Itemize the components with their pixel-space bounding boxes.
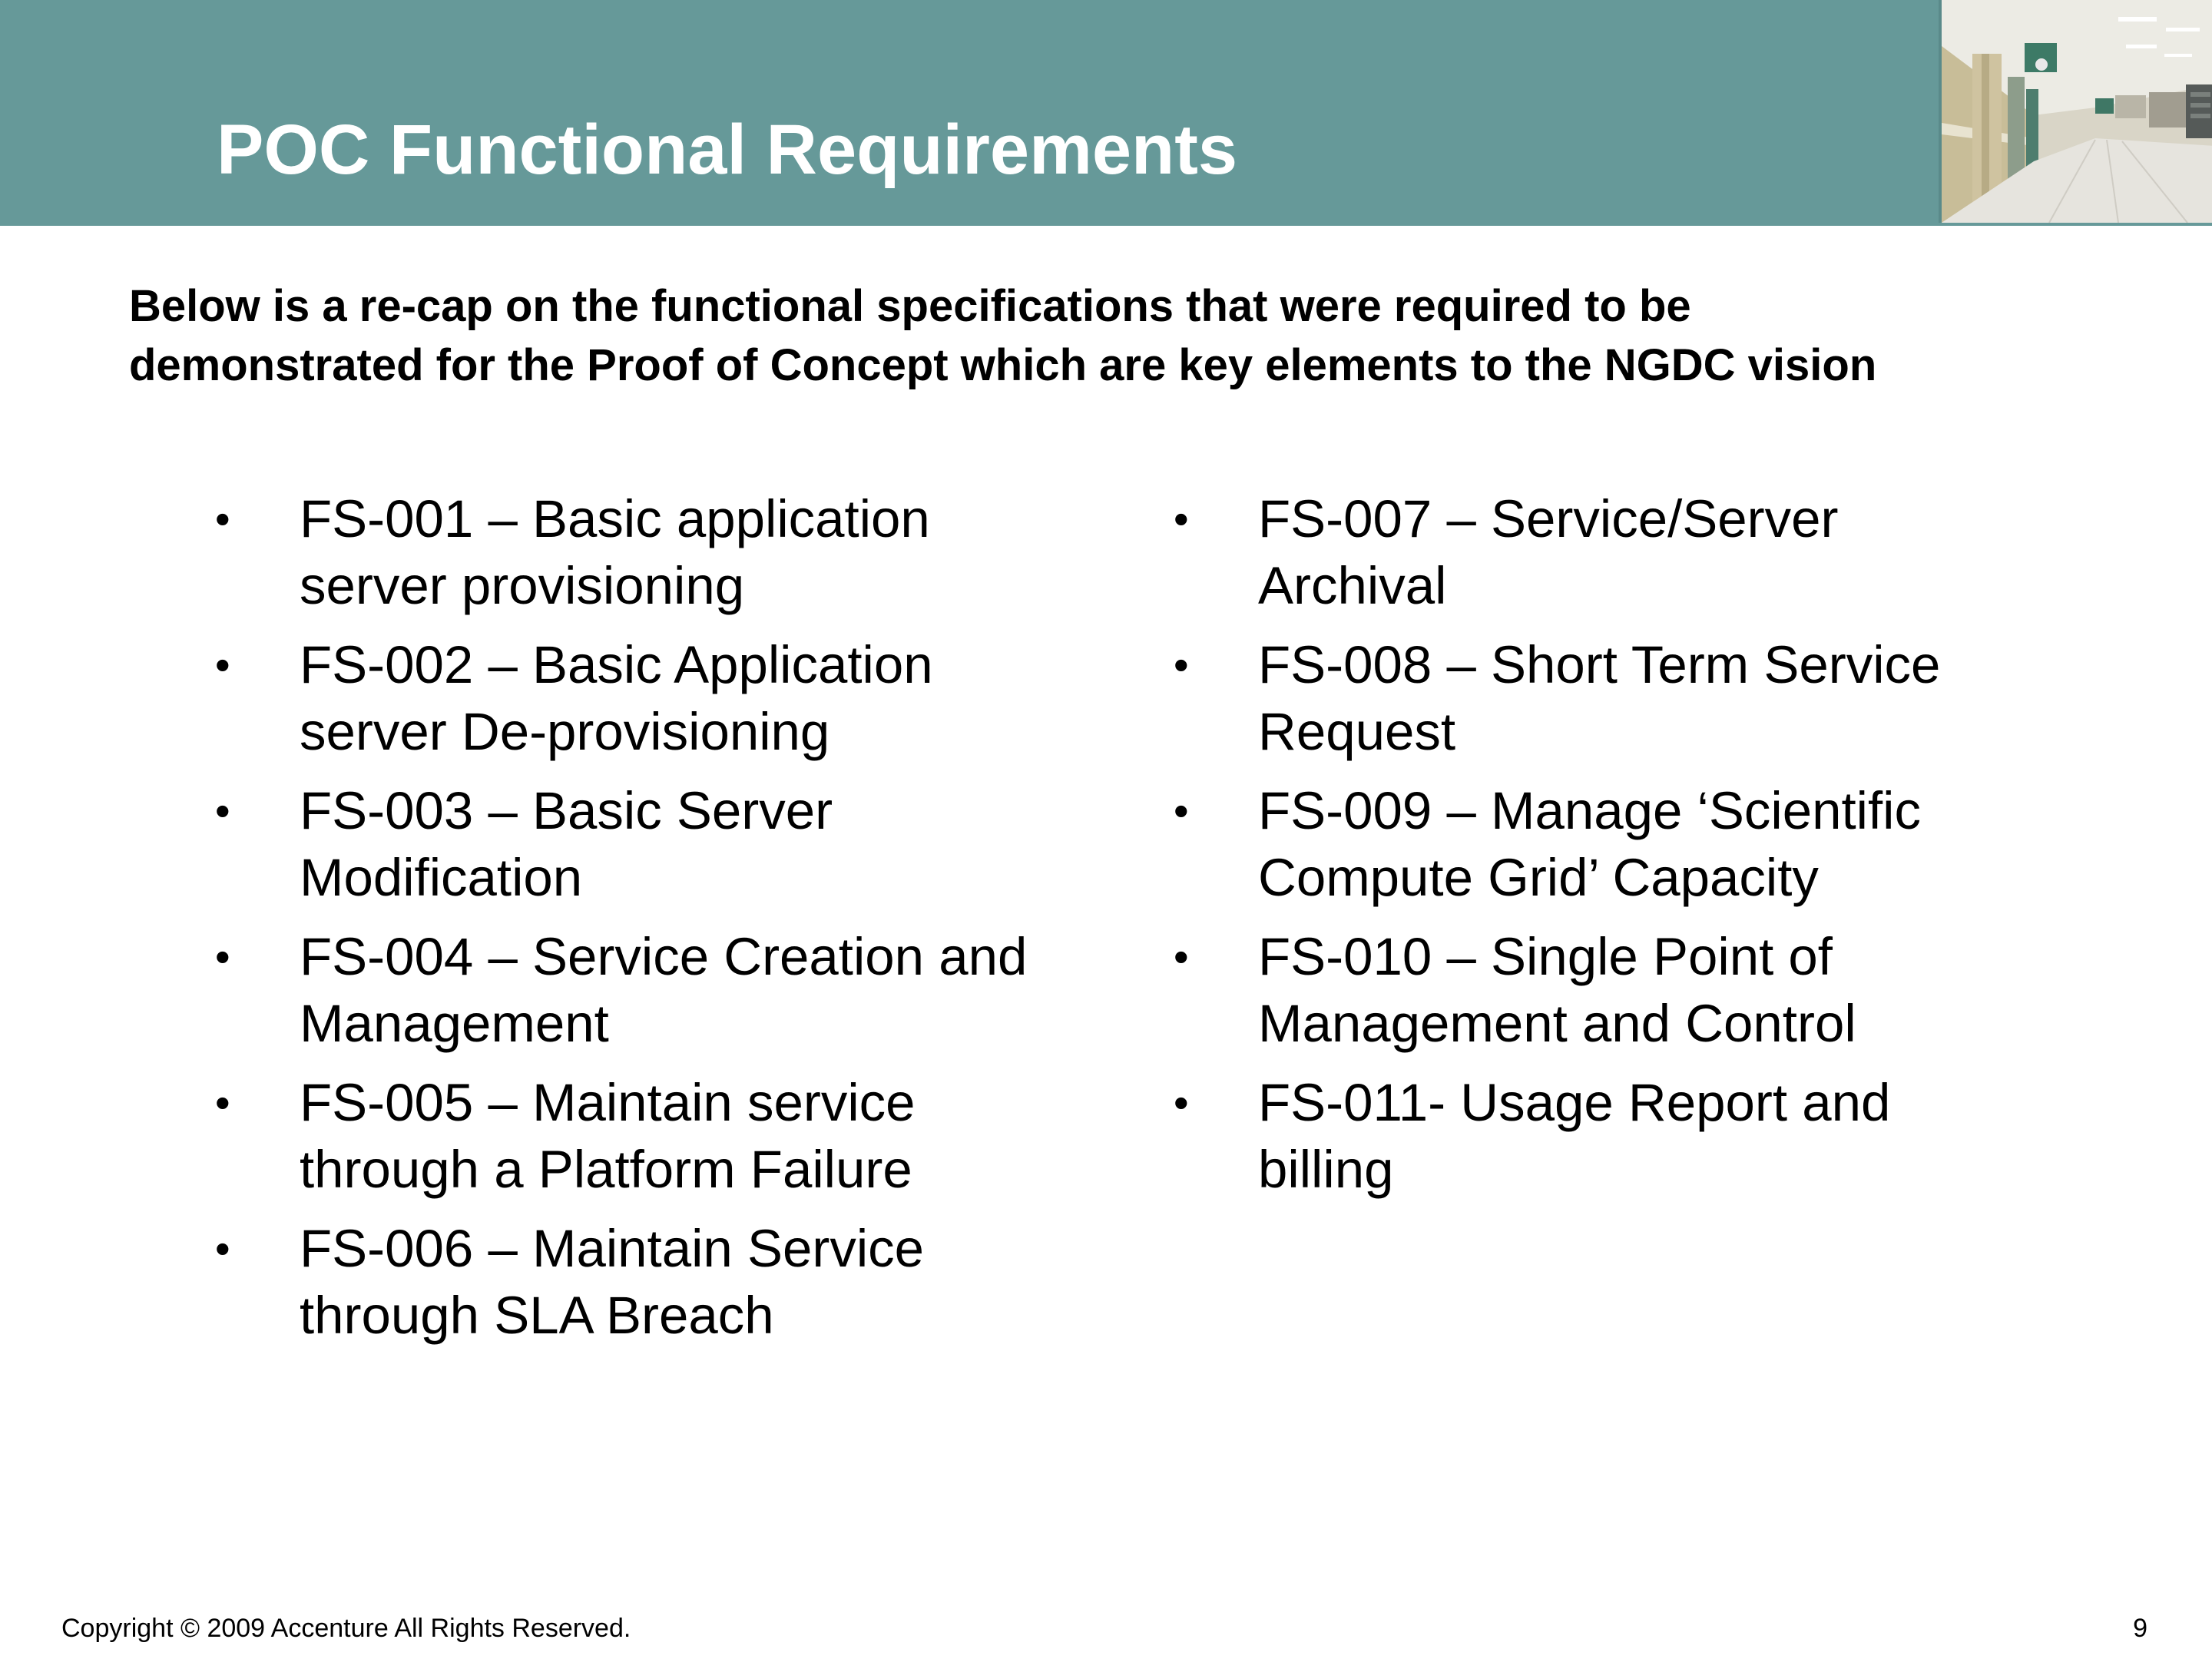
requirement-text: through SLA Breach <box>300 1286 774 1345</box>
slide-title: POC Functional Requirements <box>217 111 1238 189</box>
bullet-icon: • <box>215 786 230 835</box>
requirement-text: Compute Grid’ Capacity <box>1258 848 1819 907</box>
requirement-item <box>1174 777 2095 911</box>
requirement-item <box>215 923 1137 1057</box>
bullet-icon: • <box>215 1224 230 1273</box>
requirement-item <box>1174 923 2095 1057</box>
requirement-item <box>1174 631 2095 765</box>
subtitle-line: demonstrated for the Proof of Concept which are key elements to the NGDC vision <box>129 340 1877 390</box>
requirement-text: FS-008 – Short Term Service <box>1258 635 1941 694</box>
bullet-icon: • <box>1174 495 1189 543</box>
requirement-text: Management and Control <box>1258 994 1856 1053</box>
requirement-item <box>1174 485 2095 619</box>
requirement-item <box>215 777 1137 911</box>
requirement-text: FS-007 – Service/Server <box>1258 489 1839 548</box>
bullet-icon: • <box>1174 932 1189 981</box>
requirement-item <box>215 631 1137 765</box>
requirement-text: FS-011- Usage Report and <box>1258 1073 1891 1132</box>
requirement-item <box>1174 1069 2095 1203</box>
requirement-text: FS-006 – Maintain Service <box>300 1219 925 1278</box>
requirement-text: Modification <box>300 848 583 907</box>
requirements-list-left <box>215 485 1137 1361</box>
bullet-icon: • <box>1174 786 1189 835</box>
bullet-icon: • <box>1174 641 1189 689</box>
requirement-text: FS-004 – Service Creation and <box>300 927 1028 986</box>
bullet-icon: • <box>215 1078 230 1127</box>
requirement-text: server De-provisioning <box>300 702 830 761</box>
requirement-text: server provisioning <box>300 556 745 615</box>
requirement-item <box>215 1069 1137 1203</box>
requirement-text: FS-005 – Maintain service <box>300 1073 916 1132</box>
bullet-icon: • <box>215 641 230 689</box>
subtitle-line: Below is a re-cap on the functional specifications that were required to be <box>129 281 1691 331</box>
requirement-text: Request <box>1258 702 1455 761</box>
requirement-text: billing <box>1258 1140 1394 1199</box>
requirement-text: Archival <box>1258 556 1447 615</box>
page-number: 9 <box>2133 1614 2147 1643</box>
footer-copyright: Copyright © 2009 Accenture All Rights Reserved. <box>61 1614 631 1643</box>
requirement-text: FS-003 – Basic Server <box>300 781 833 840</box>
requirement-text: FS-009 – Manage ‘Scientific <box>1258 781 1921 840</box>
requirements-list-right <box>1174 485 2095 1215</box>
slide-subtitle <box>129 276 2126 395</box>
requirement-text: FS-010 – Single Point of <box>1258 927 1833 986</box>
requirement-item <box>215 485 1137 619</box>
requirement-text: FS-002 – Basic Application <box>300 635 933 694</box>
requirement-item <box>215 1215 1137 1349</box>
requirement-text: Management <box>300 994 609 1053</box>
bullet-icon: • <box>215 495 230 543</box>
requirement-text: FS-001 – Basic application <box>300 489 930 548</box>
bullet-icon: • <box>1174 1078 1189 1127</box>
bullet-icon: • <box>215 932 230 981</box>
requirement-text: through a Platform Failure <box>300 1140 912 1199</box>
datacenter-corridor-photo <box>1939 0 2212 223</box>
